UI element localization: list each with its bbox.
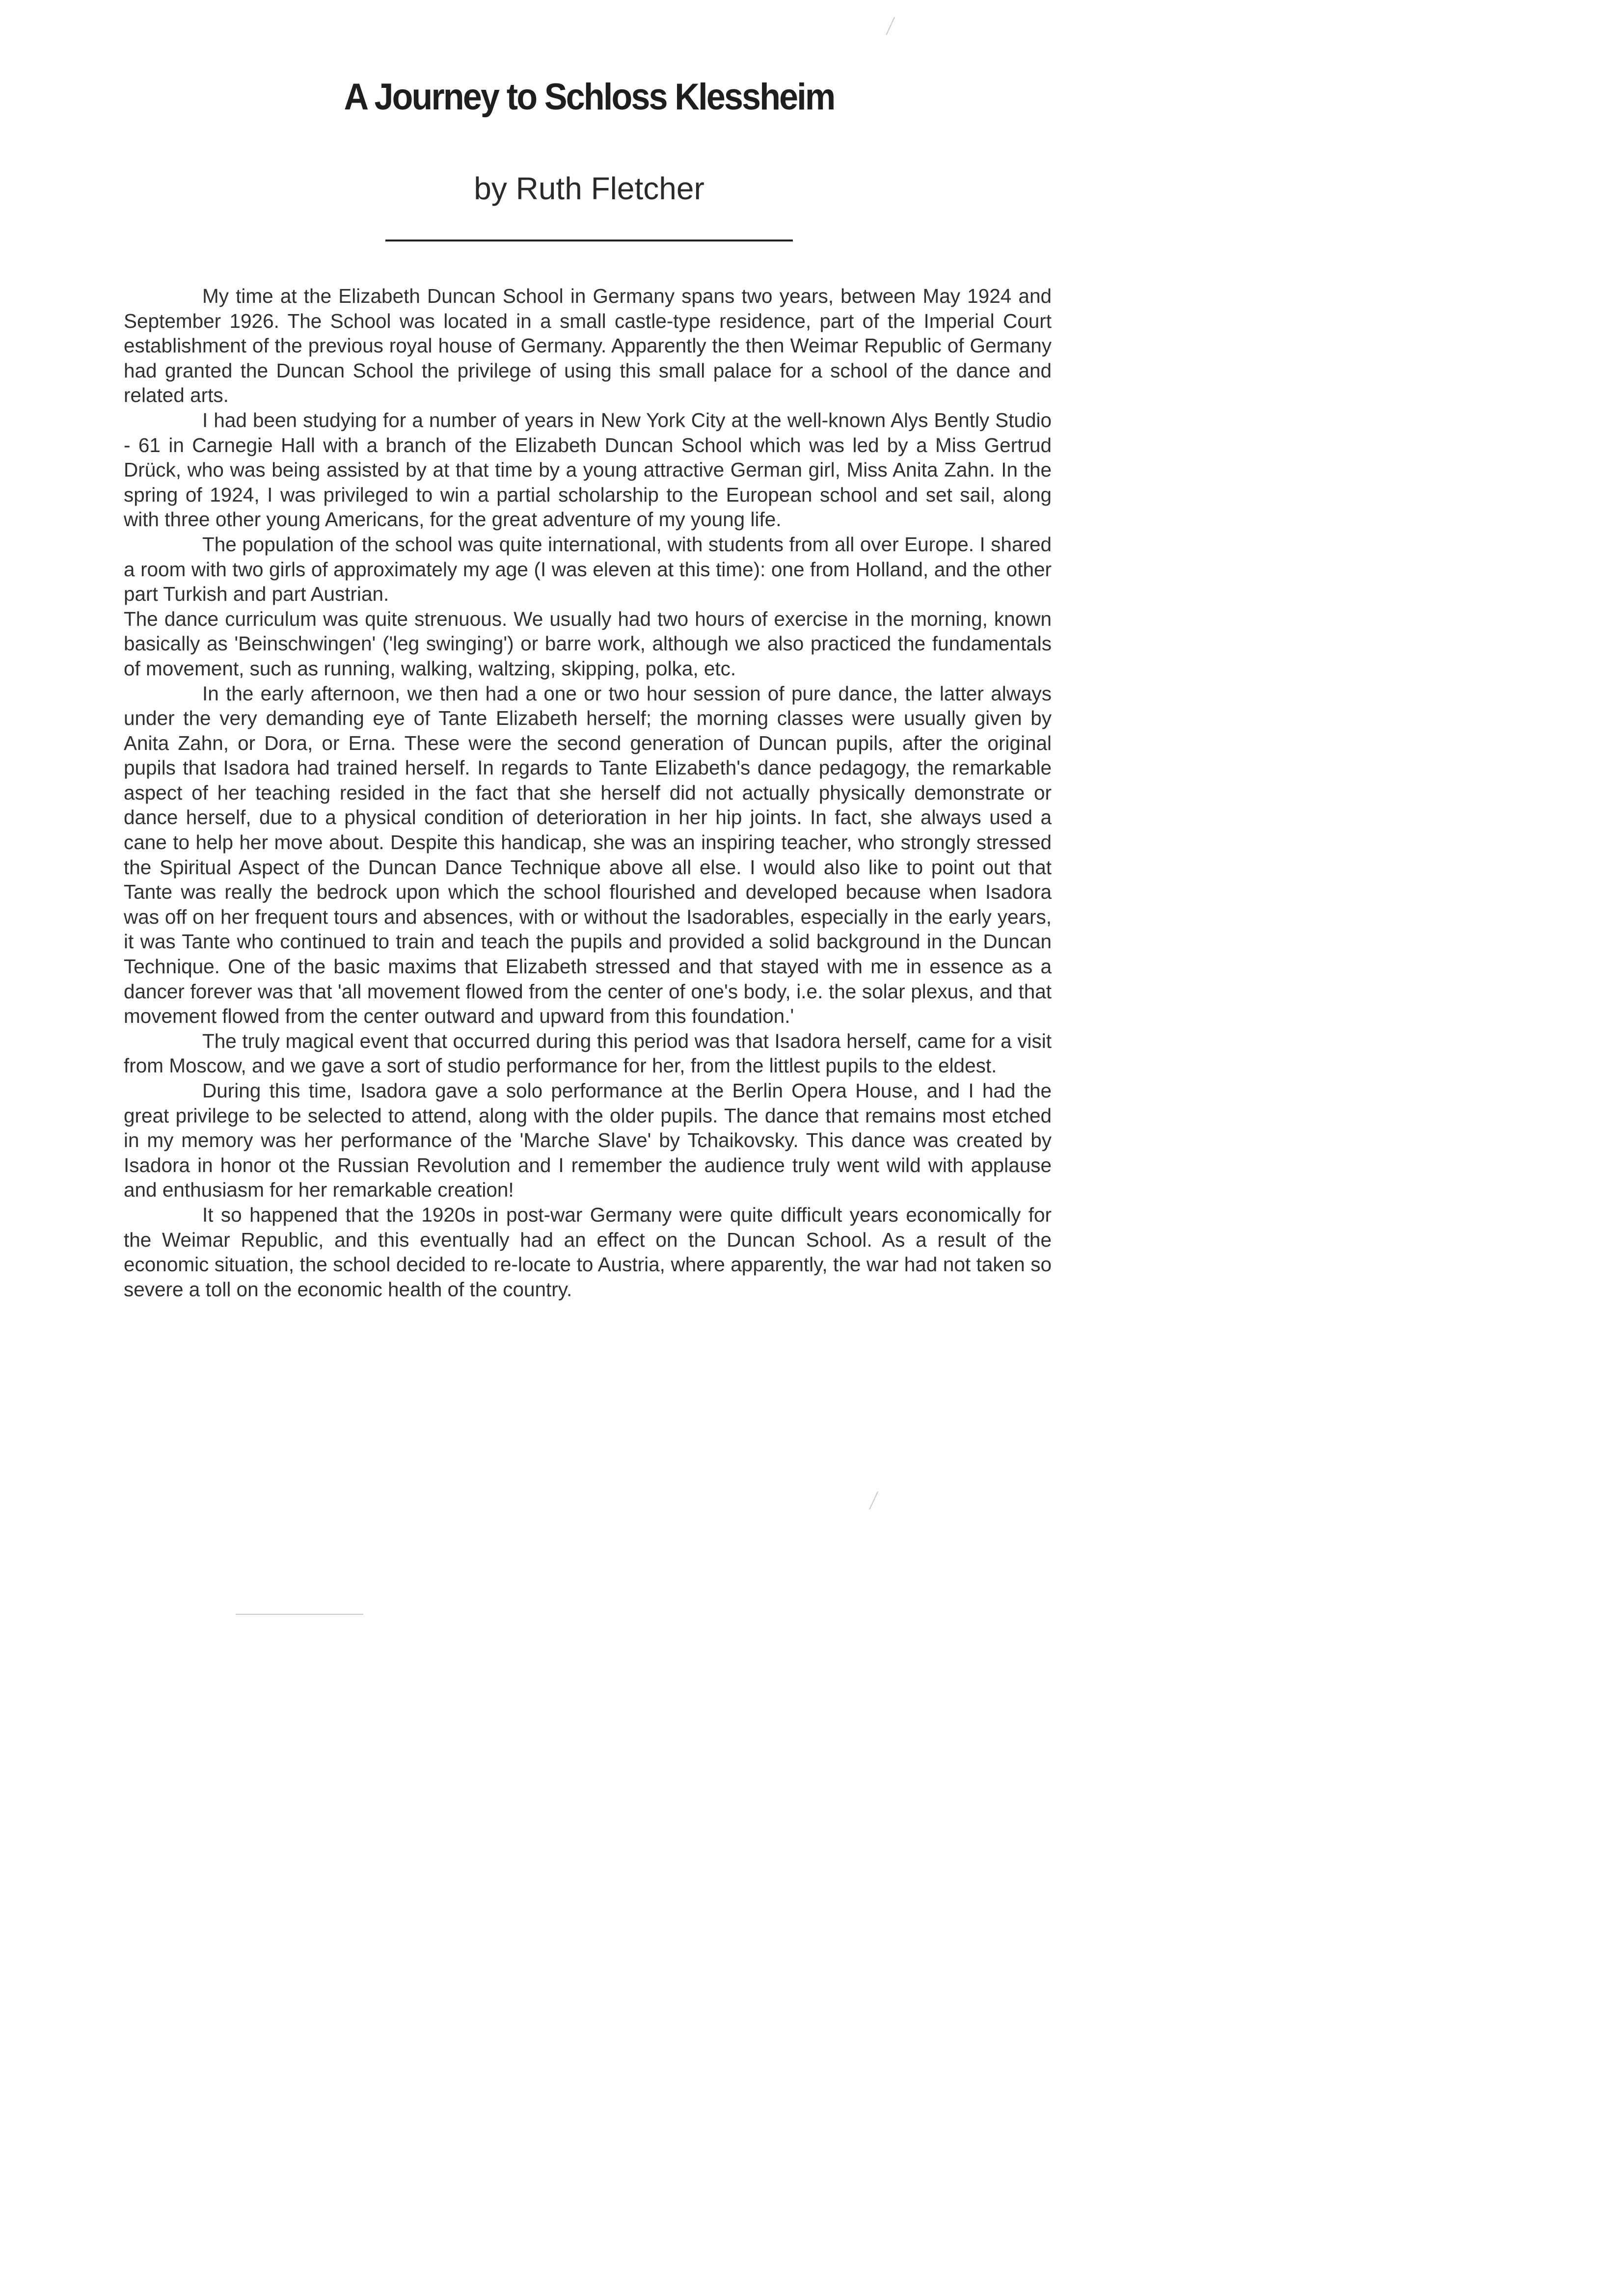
paragraph-5: In the early afternoon, we then had a one or two hour session of pure dance, the latter always under the very demanding eye of Tante Elizabeth herself; the morning classes were usually given by Anita Zahn, or Dora, or Erna. These were the second generation of Duncan pupils, after the original pupils that Isadora had trained herself. In regards to Tante Elizabeth's dance pedagogy, the remarkable aspect of her teaching resided in the fact that she herself did not actually physically demonstrate or dance herself, due to a physical condition of deterioration in her hip joints. In fact, she always used a cane to help her move about. Despite this handicap, she was an inspiring teacher, who strongly stressed the Spiritual Aspect of the Duncan Dance Technique above all else. I would also like to point out that Tante was really the bedrock upon which the school flourished and developed because when Isadora was off on her frequent tours and absences, with or without the Isadorables, especially in the early years, it was Tante who continued to train and teach the pupils and provided a solid background in the Duncan Technique. One of the basic maxims that Elizabeth stressed and that stayed with me in essence as a dancer forever was that 'all movement flowed from the center of one's body, i.e. the solar plexus, and that movement flowed from the center outward and upward from this foundation.' bbox=[124, 682, 1052, 1028]
paragraph-1: My time at the Elizabeth Duncan School in Germany spans two years, between May 1924 and September 1926. The School was located in a small castle-type residence, part of the Imperial Court establishment of the previous royal house of Germany. Apparently the then Weimar Republic of Germany had granted the Duncan School the privilege of using this small palace for a school of the dance and related arts. bbox=[124, 285, 1052, 407]
article-body bbox=[124, 284, 1052, 1302]
paragraph-6: The truly magical event that occurred during this period was that Isadora herself, came for a visit from Moscow, and we gave a sort of studio performance for her, from the littlest pupils to the eldest. bbox=[124, 1029, 1052, 1077]
paragraph-4: The dance curriculum was quite strenuous. We usually had two hours of exercise in the morning, known basically as 'Beinschwingen' ('leg swinging') or barre work, although we also practiced the fundamentals of movement, such as running, walking, waltzing, skipping, polka, etc. bbox=[124, 607, 1052, 680]
byline: by Ruth Fletcher bbox=[474, 171, 704, 206]
paragraph-8: It so happened that the 1920s in post-war Germany were quite difficult years economically for the Weimar Republic, and this eventually had an effect on the Duncan School. As a result of the economic situation, the school decided to re-locate to Austria, where apparently, the war had not taken so severe a toll on the economic health of the country. bbox=[124, 1203, 1052, 1301]
paragraph-2: I had been studying for a number of years in New York City at the well-known Alys Bently Studio - 61 in Carnegie Hall with a branch of the Elizabeth Duncan School which was led by a Miss Gertrud Drück, who was being assisted by at that time by a young attractive German girl, Miss Anita Zahn. In the spring of 1924, I was privileged to win a partial scholarship to the European school and set sail, along with three other young Americans, for the great adventure of my young life. bbox=[124, 408, 1052, 531]
scan-mark-icon bbox=[886, 17, 901, 38]
faint-divider bbox=[236, 1614, 363, 1615]
paragraph-3: The population of the school was quite international, with students from all over Europe. I shared a room with two girls of approximately my age (I was eleven at this time): one from Holland, and the other part Turkish and part Austrian. bbox=[124, 533, 1052, 606]
scan-mark-icon bbox=[869, 1491, 884, 1512]
title-divider bbox=[385, 240, 793, 241]
page-title: A Journey to Schloss Klessheim bbox=[344, 76, 835, 118]
paragraph-7: During this time, Isadora gave a solo performance at the Berlin Opera House, and I had the great privilege to be selected to attend, along with the older pupils. The dance that remains most etched in my memory was her performance of the 'Marche Slave' by Tchaikovsky. This dance was created by Isadora in honor ot the Russian Revolution and I remember the audience truly went wild with applause and enthusiasm for her remarkable creation! bbox=[124, 1079, 1052, 1201]
